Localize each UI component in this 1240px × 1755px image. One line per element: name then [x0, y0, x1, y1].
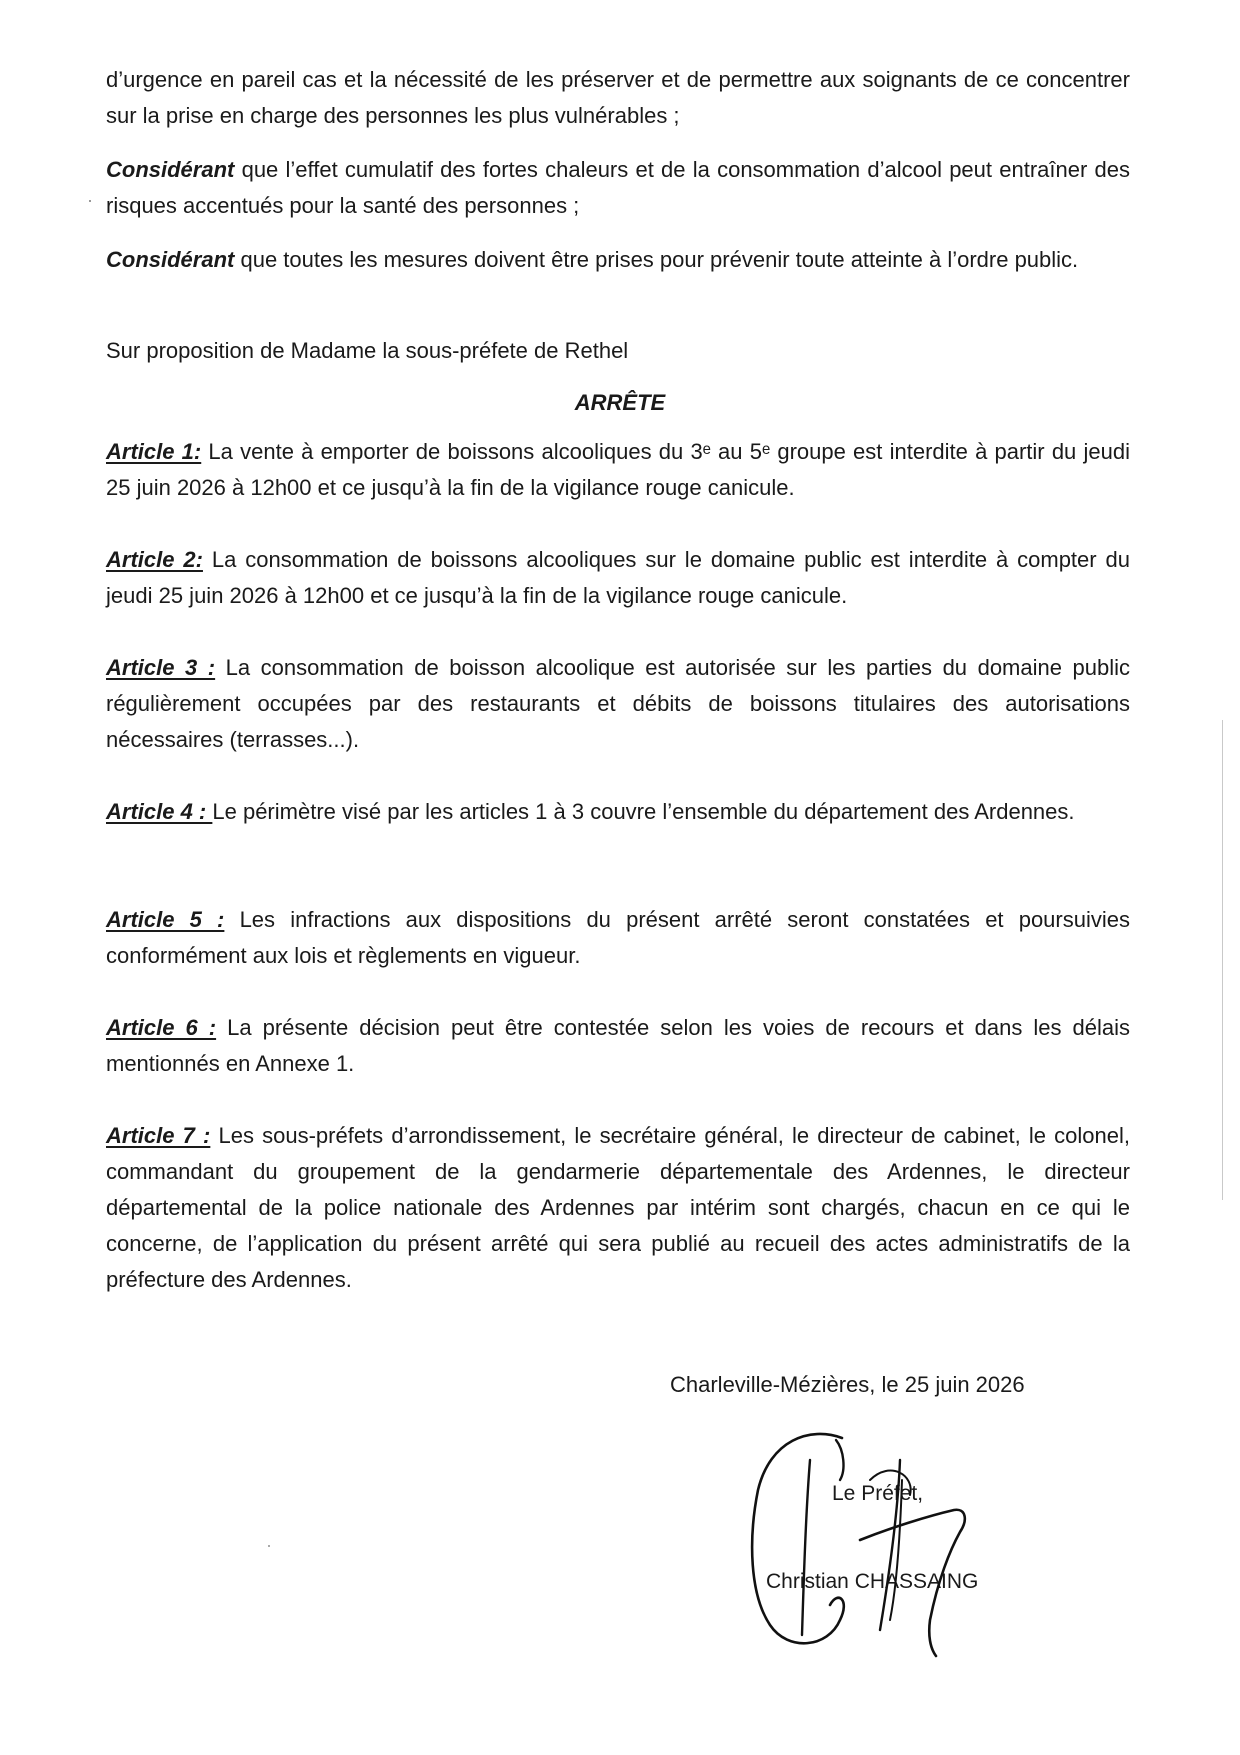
scan-dot: [268, 1545, 270, 1547]
article-text: La présente décision peut être contestée selon les voies de recours et dans les délais mentionnés en Annexe 1.: [106, 1015, 1130, 1076]
article-label: Article 6 :: [106, 1015, 217, 1040]
article-label: Article 1:: [106, 439, 202, 464]
article-text: La consommation de boissons alcooliques sur le domaine public est interdite à compter du jeudi 25 juin 2026 à 12h00 et ce jusqu’à la fin de la vigilance rouge canicule.: [106, 547, 1130, 608]
article-text: Les infractions aux dispositions du présent arrêté seront constatées et poursuivies conformément aux lois et règlements en vigueur.: [106, 907, 1130, 968]
considerant-paragraph-1: [106, 152, 1130, 224]
article-4: [106, 794, 1130, 830]
proposition-line: Sur proposition de Madame la sous-préfete de Rethel: [106, 338, 629, 363]
article-1: [106, 434, 1130, 506]
article-text: Les sous-préfets d’arrondissement, le secrétaire général, le directeur de cabinet, le colonel, commandant du groupement de la gendarmerie départementale des Ardennes, le directeur départemental de la police nationale des Ardennes par intérim sont chargés, chacun en ce qui le concerne, de l’application du présent arrêté qui sera publié au recueil des actes administratifs de la préfecture des Ardennes.: [106, 1123, 1130, 1292]
article-label: Article 3 :: [106, 655, 216, 680]
intro-paragraph: d’urgence en pareil cas et la nécessité de les préserver et de permettre aux soignants de ce concentrer sur la prise en charge des personnes les plus vulnérables ;: [106, 67, 1130, 128]
article-label: Article 2:: [106, 547, 203, 572]
handwritten-signature: [740, 1420, 1020, 1660]
article-text: La vente à emporter de boissons alcooliques du 3ᵉ au 5ᵉ groupe est interdite à partir du jeudi 25 juin 2026 à 12h00 et ce jusqu’à la fin de la vigilance rouge canicule.: [106, 439, 1130, 500]
article-5: [106, 902, 1130, 974]
article-text: La consommation de boisson alcoolique est autorisée sur les parties du domaine public régulièrement occupées par des restaurants et débits de boissons titulaires des autorisations nécessaires (terrasses...).: [106, 655, 1130, 752]
considerant-label: Considérant: [106, 157, 235, 182]
article-7: [106, 1118, 1130, 1298]
signatory-title: Le Préfet,: [832, 1482, 924, 1505]
scan-edge-line: [1222, 720, 1223, 1200]
considerant-paragraph-2: [106, 242, 1130, 278]
article-label: Article 7 :: [106, 1123, 211, 1148]
considerant-label: Considérant: [106, 247, 235, 272]
arrete-heading: ARRÊTE: [574, 390, 666, 415]
article-text: Le périmètre visé par les articles 1 à 3 couvre l’ensemble du département des Ardennes.: [212, 799, 1075, 824]
article-label: Article 5 :: [106, 907, 225, 932]
article-label: Article 4 :: [106, 799, 213, 824]
considerant-text: que toutes les mesures doivent être prises pour prévenir toute atteinte à l’ordre public.: [234, 247, 1079, 272]
article-2: [106, 542, 1130, 614]
signatory-name: Christian CHASSAING: [766, 1570, 979, 1593]
considerant-text: que l’effet cumulatif des fortes chaleurs et de la consommation d’alcool peut entraîner des risques accentués pour la santé des personnes ;: [106, 157, 1130, 218]
scan-dot: [89, 200, 91, 202]
article-3: [106, 650, 1130, 758]
article-6: [106, 1010, 1130, 1082]
place-date: Charleville-Mézières, le 25 juin 2026: [670, 1372, 1025, 1397]
